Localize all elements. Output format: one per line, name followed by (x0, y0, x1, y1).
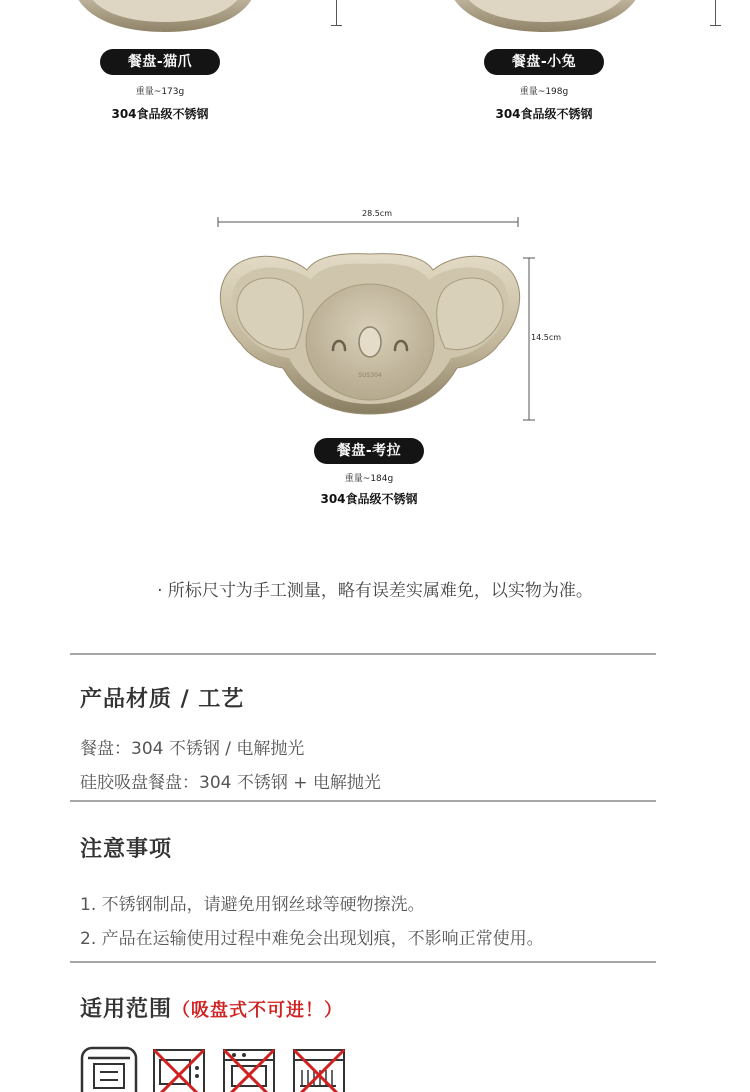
plate-koala-image (215, 244, 525, 424)
product-name-badge: 餐盘-考拉 (314, 438, 424, 464)
height-dimension-label: 14.5cm (531, 333, 562, 342)
plate-rabbit-image (445, 0, 645, 36)
caution-line: 2. 产品在运输使用过程中难免会出现划痕，不影响正常使用。 (80, 929, 544, 949)
caution-section-title: 注意事项 (80, 837, 173, 862)
product-material: 304食品级不锈钢 (320, 492, 418, 506)
usage-section-title (80, 992, 343, 1023)
product-weight: 重量~198g (519, 87, 569, 97)
dimension-tick-right (715, 0, 716, 26)
material-section-title: 产品材质 / 工艺 (80, 687, 245, 712)
caution-line: 1. 不锈钢制品，请避免用钢丝球等硬物擦洗。 (80, 895, 425, 915)
material-line: 餐盘：304 不锈钢 / 电解抛光 (80, 739, 305, 759)
width-dimension-line (216, 216, 520, 228)
plate-stamp: SUS304 (358, 372, 382, 379)
dimension-tick-right-cap (710, 25, 721, 26)
section-divider (70, 961, 656, 963)
no-microwave-icon (150, 1046, 208, 1092)
width-dimension-label: 28.5cm (361, 209, 392, 218)
product-name-badge: 餐盘-猫爪 (100, 49, 220, 75)
dimension-tick-left (336, 0, 337, 26)
product-material: 304食品级不锈钢 (495, 107, 593, 121)
usage-title-text: 适用范围 (80, 997, 173, 1022)
no-oven-icon (220, 1046, 278, 1092)
dishwasher-icon (80, 1046, 138, 1092)
material-line: 硅胶吸盘餐盘：304 不锈钢 + 电解抛光 (80, 773, 381, 793)
no-dishwasher-rack-icon (290, 1046, 348, 1092)
dimension-tick-left-cap (331, 25, 342, 26)
product-weight: 重量~173g (135, 87, 185, 97)
section-divider (70, 800, 656, 802)
product-weight: 重量~184g (344, 474, 394, 484)
measurement-note: · 所标尺寸为手工测量，略有误差实属难免，以实物为准。 (157, 581, 593, 601)
plate-cat-paw-image (70, 0, 260, 36)
usage-warning: （吸盘式不可进！） (172, 1000, 344, 1021)
product-material: 304食品级不锈钢 (111, 107, 209, 121)
product-name-badge: 餐盘-小兔 (484, 49, 604, 75)
section-divider (70, 653, 656, 655)
